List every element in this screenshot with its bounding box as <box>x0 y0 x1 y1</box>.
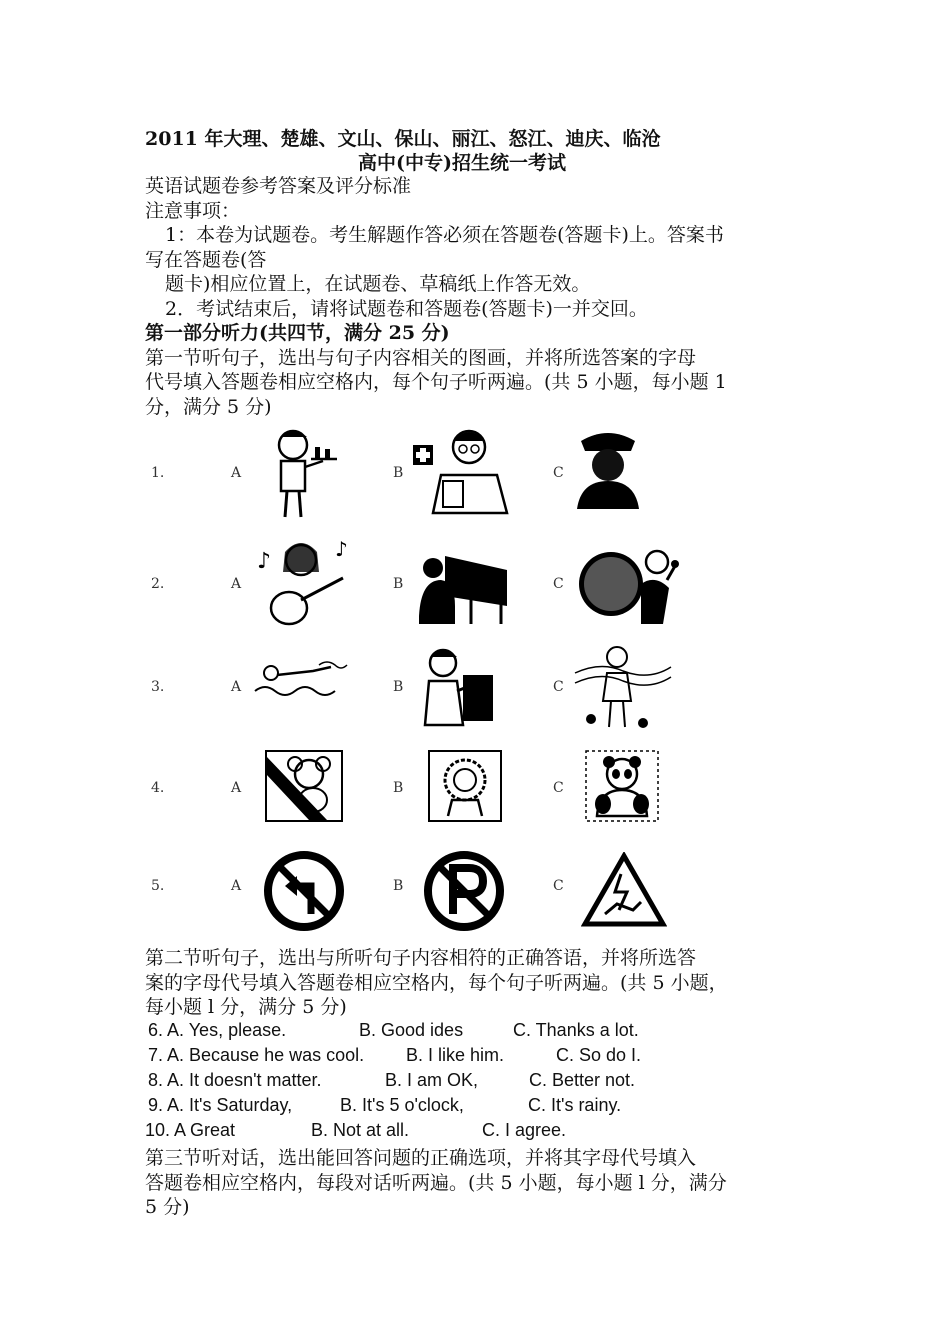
option-label: B <box>393 878 404 894</box>
section1-text-b: 代号填入答题卷相应空格内，每个句子听两遍。(共 5 小题，每小题 1 <box>145 371 727 393</box>
answer-option-c: C. Thanks a lot. <box>513 1020 639 1040</box>
section2-text-c: 每小题 l 分，满分 5 分) <box>145 996 347 1018</box>
electric-danger-sign-icon <box>581 852 667 928</box>
boy-at-piano-icon <box>411 645 495 731</box>
notice-heading: 注意事项： <box>145 199 241 222</box>
option-label: B <box>393 679 404 695</box>
drummer-icon <box>575 544 679 626</box>
option-label: B <box>393 780 404 796</box>
koala-icon <box>265 750 343 822</box>
lion-icon <box>428 750 502 822</box>
answer-option-a: 10. A Great <box>145 1120 236 1140</box>
section1-text-c: 分，满分 5 分) <box>145 395 272 418</box>
option-label: A <box>231 679 242 695</box>
option-label: C <box>553 878 564 894</box>
answer-option-b: B. I am OK, <box>385 1070 479 1090</box>
section3-text-c: 5 分) <box>145 1196 190 1218</box>
question-number: 5. <box>151 878 165 894</box>
answer-option-b: B. I like him. <box>406 1045 505 1065</box>
picture-question-row <box>143 850 783 940</box>
section3-text-b: 答题卷相应空格内，每段对话听两遍。(共 5 小题，每小题 l 分，满分 <box>145 1171 727 1194</box>
answer-option-b: B. It's 5 o'clock, <box>340 1095 464 1115</box>
svg-text:♪: ♪ <box>335 538 348 561</box>
answer-option-c: C. It's rainy. <box>528 1095 622 1115</box>
svg-text:♪: ♪ <box>257 549 272 574</box>
option-label: C <box>553 679 564 695</box>
picture-question-row <box>143 750 783 840</box>
policeman-icon <box>573 425 643 510</box>
part1-heading: 第一部分听力(共四节，满分 25 分) <box>145 322 450 344</box>
intro-block <box>145 174 825 419</box>
option-label: A <box>231 465 242 481</box>
answer-option-c: C. So do I. <box>556 1045 642 1065</box>
title-line-1: 2011 年大理、楚雄、文山、保山、丽江、怒江、迪庆、临沧 <box>145 128 661 150</box>
section2-block <box>145 946 825 1020</box>
picture-question-row <box>143 425 783 515</box>
answer-option-b: B. Good ides <box>359 1020 464 1040</box>
answer-option-a: 7. A. Because he was cool. <box>148 1045 365 1065</box>
answer-option-a: 9. A. It's Saturday, <box>148 1095 293 1115</box>
answer-option-b: B. Not at all. <box>311 1120 410 1140</box>
option-label: B <box>393 576 404 592</box>
option-label: C <box>553 576 564 592</box>
subtitle: 英语试题卷参考答案及评分标准 <box>145 175 412 197</box>
option-label: C <box>553 780 564 796</box>
question-number: 4. <box>151 780 165 796</box>
notice-item-1-cont2: 题卡)相应位置上，在试题卷、草稿纸上作答无效。 <box>165 273 591 295</box>
waiter-icon <box>253 425 343 520</box>
section1-text-a: 第一节听句子，选出与句子内容相关的图画，并将所选答案的字母 <box>145 346 697 369</box>
answer-option-a: 6. A. Yes, please. <box>148 1020 287 1040</box>
answer-option-c: C. Better not. <box>529 1070 636 1090</box>
no-parking-sign-icon <box>423 850 505 932</box>
no-left-turn-sign-icon <box>263 850 345 932</box>
section3-block <box>145 1146 825 1220</box>
section3-text-a: 第三节听对话，选出能回答问题的正确选项，并将其字母代号填入 <box>145 1147 697 1169</box>
title-line-2: 高中(中专)招生统一考试 <box>358 152 566 174</box>
doctor-icon <box>411 425 511 515</box>
option-label: A <box>231 780 242 796</box>
question-number: 1. <box>151 465 165 481</box>
answer-option-a: 8. A. It doesn't matter. <box>148 1070 322 1090</box>
answer-option-c: C. I agree. <box>482 1120 567 1140</box>
picture-question-grid <box>143 425 783 925</box>
guitar-player-icon <box>255 538 351 630</box>
singing-girl-icon <box>571 643 675 735</box>
question-number: 3. <box>151 679 165 695</box>
notice-item-2: 2．考试结束后，请将试题卷和答题卷(答题卡)一并交回。 <box>165 297 648 320</box>
pianist-icon <box>415 546 511 626</box>
notice-item-1-cont: 写在答题卷(答 <box>145 248 267 271</box>
section2-text-b: 案的字母代号填入答题卷相应空格内，每个句子听两遍。(共 5 小题， <box>145 971 728 994</box>
question-number: 2. <box>151 576 165 592</box>
section2-text-a: 第二节听句子，选出与所听句子内容相符的正确答语，并将所选答 <box>145 947 697 969</box>
panda-icon <box>585 750 659 822</box>
picture-question-row <box>143 643 783 733</box>
swimmer-icon <box>253 657 349 705</box>
picture-question-row <box>143 538 783 628</box>
option-label: A <box>231 878 242 894</box>
option-label: B <box>393 465 404 481</box>
notice-item-1: 1：本卷为试题卷。考生解题作答必须在答题卷(答题卡)上。答案书 <box>165 224 724 246</box>
option-label: A <box>231 576 242 592</box>
option-label: C <box>553 465 564 481</box>
